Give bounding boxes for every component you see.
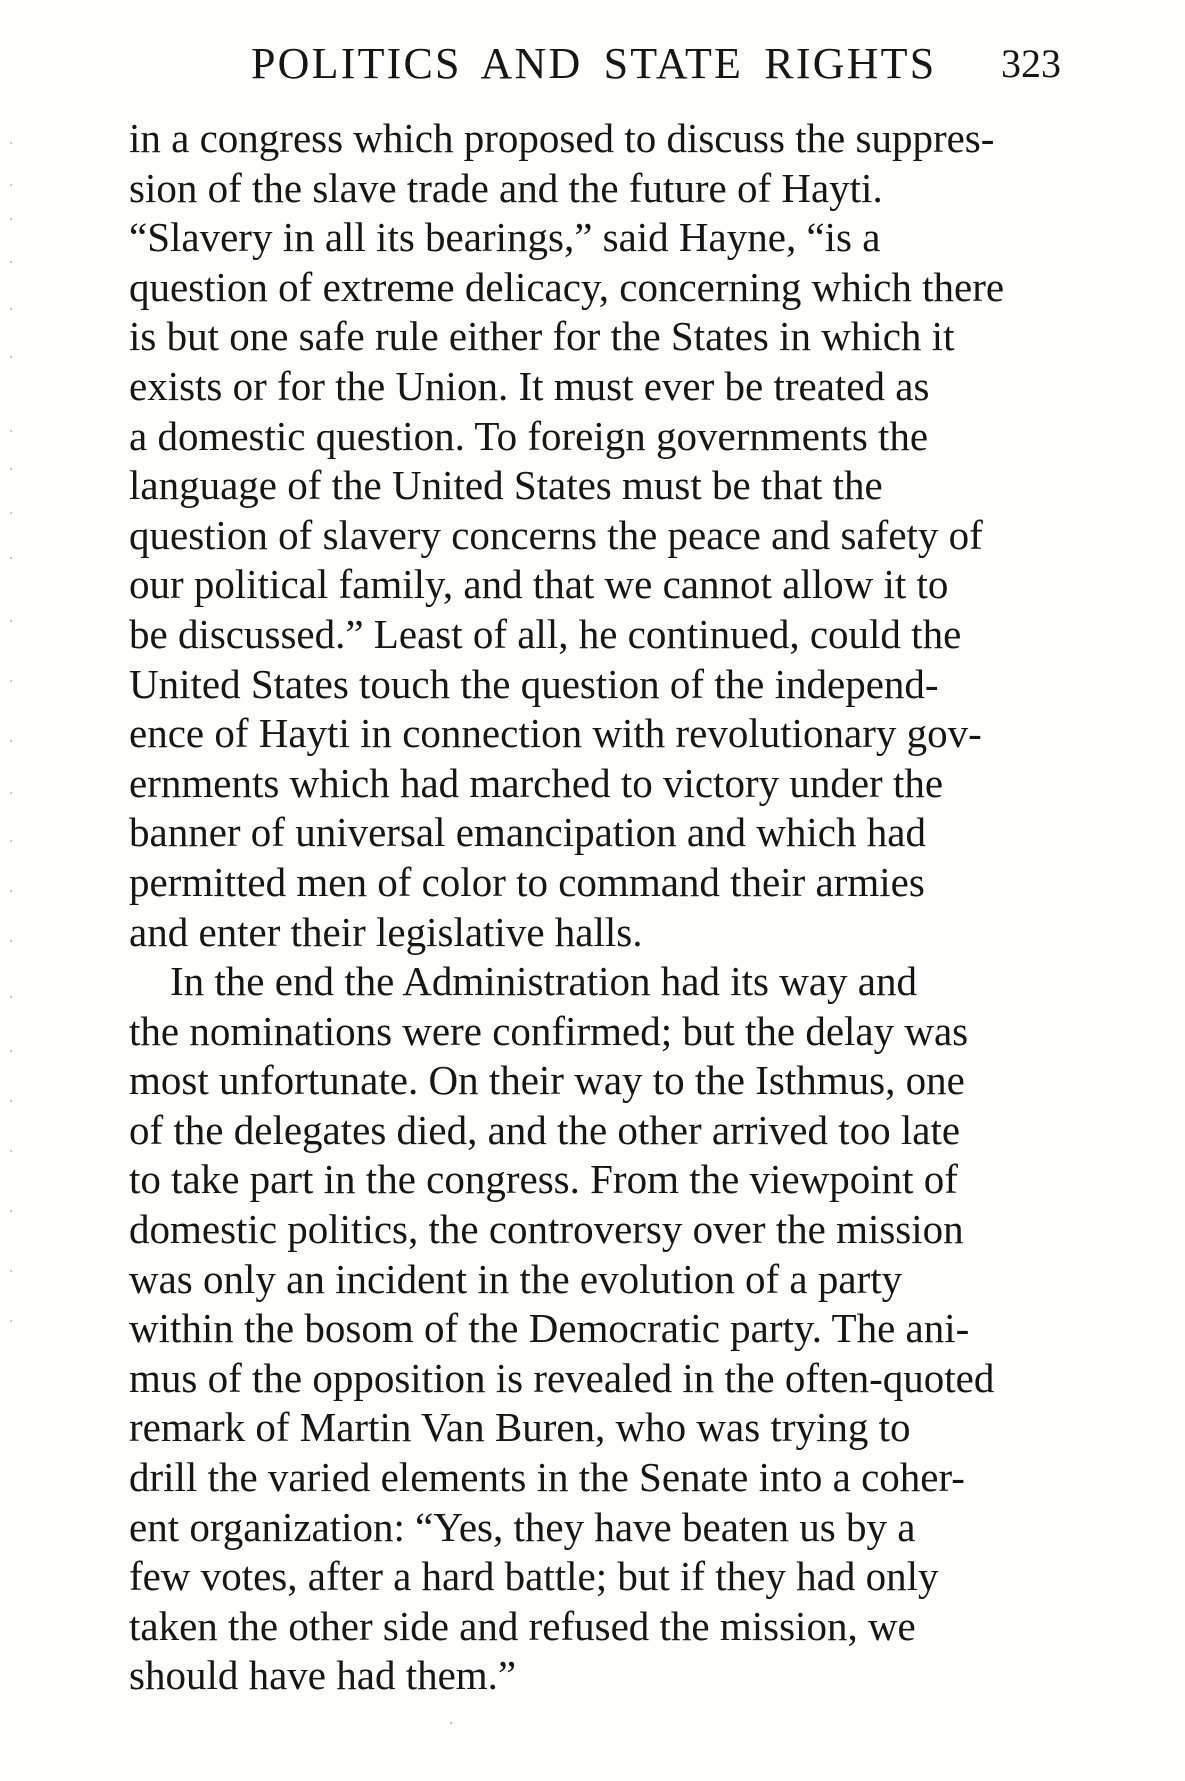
running-title: POLITICS AND STATE RIGHTS — [251, 39, 937, 88]
scan-gutter-specks — [0, 120, 22, 1340]
page-number: 323 — [1001, 41, 1061, 86]
paragraph-continuation: in a congress which proposed to discuss the suppres- sion of the slave trade and the future of Hayti. “Slavery in all its bearings,” said Hayne, “is a question of extreme delicacy, concerning which there is but one safe rule either for the States in which it exists or for the Union. It must ever be treated as a domestic question. To foreign governments the language of the United States must be that the question of slavery concerns the peace and safety of our political family, and that we cannot allow it to be discussed.” Least of all, he continued, could the United States touch the question of the independ- ence of Hayti in connection with revolutionary gov- ernments which had marched to victory under the banner of universal emancipation and which had permitted men of color to command their armies and enter their legislative halls. — [129, 115, 1005, 955]
scan-speck — [450, 1722, 452, 1724]
running-head — [0, 34, 1185, 94]
body-text — [129, 114, 1081, 1701]
paragraph-administration: In the end the Administration had its way and the nominations were confirmed; but the delay was most unfortunate. On their way to the Isthmus, one of the delegates died, and the other arrived too late to take part in the congress. From the viewpoint of domestic politics, the controversy over the mission was only an incident in the evolution of a party within the bosom of the Democratic party. The ani- mus of the opposition is revealed in the often-quoted remark of Martin Van Buren, who was trying to drill the varied elements in the Senate into a coher- ent organization: “Yes, they have beaten us by a few votes, after a hard battle; but if they had only taken the other side and refused the mission, we should have had them.” — [129, 958, 995, 1699]
